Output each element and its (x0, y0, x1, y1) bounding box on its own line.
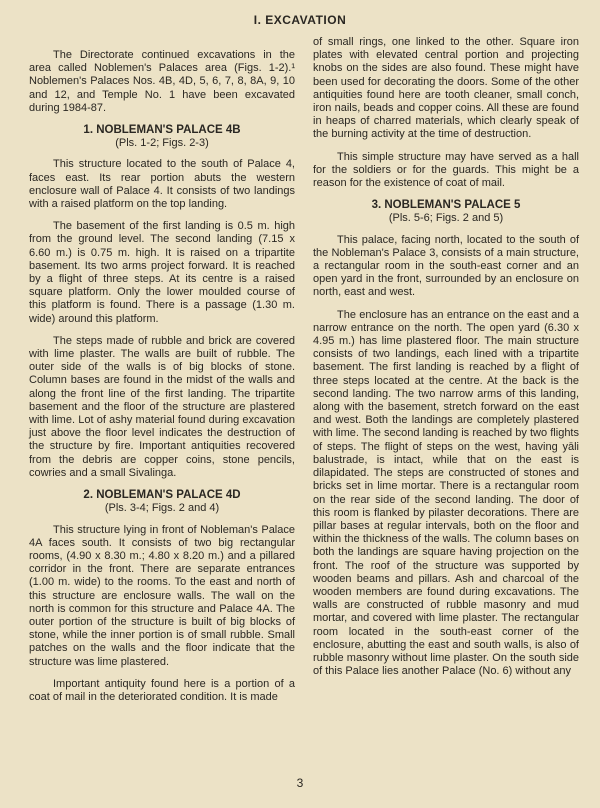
section-title-5: 3. NOBLEMAN'S PALACE 5 (371, 199, 521, 212)
page-number: 3 (296, 776, 304, 790)
section-title-4b: 1. NOBLEMAN'S PALACE 4B (83, 124, 241, 137)
section-subtitle-4b: (Pls. 1-2; Figs. 2-3) (115, 137, 209, 150)
intro-paragraph: The Directorate continued excavations in the area called Noblemen's Palaces area (Figs. 1-2).¹ Noblemen's Palaces Nos. 4B, 4D, 5, 6, 7, 8, 8A, 9, 10 and 12, and Temple No. 1 have been excavated during 1984-87. (29, 49, 295, 114)
left-column (29, 49, 295, 713)
section-subtitle-5: (Pls. 5-6; Figs. 2 and 5) (388, 212, 504, 225)
section-title-4d: 2. NOBLEMAN'S PALACE 4D (83, 489, 241, 502)
paragraph: This palace, facing north, located to the south of the Nobleman's Palace 3, consists of a main structure, a rectangular room in the south-east corner and an open yard in the front, surrounded by an enclosure on north, east and west. (313, 233, 579, 299)
page-heading: I. EXCAVATION (253, 13, 347, 27)
paragraph: This structure lying in front of Nobleman's Palace 4A faces south. It consists of two big rectangular rooms, (4.90 x 8.30 m.; 4.80 x 8.20 m.) and a pillared corridor in the front. There are separate entrances (1.00 m. wide) to the rooms. To the east and north of this structure are enclosure walls. The wall on the north is common for this structure and Palace 4A. The outer portion of the structure is built of big blocks of stone, while the inner portion is of small rubble. Small patches on the walls and the floor indicate that the structure was lime plastered. (29, 523, 295, 668)
section-subtitle-4d: (Pls. 3-4; Figs. 2 and 4) (104, 502, 220, 515)
paragraph: The enclosure has an entrance on the east and a narrow entrance on the north. The open yard (6.30 x 4.95 m.) has lime plastered floor. The main structure consists of two landings, each lined with a tripartite basement. The first landing is reached by a flight of three steps located at the centre. At the back is the second landing. The two narrow arms of this landing, along with the basement, stretch forward on the east and west. Both the landings are completely plastered with lime. The second landing is reached by two flights of steps. The flight of steps on the west, having yāli balustrade, is intact, while that on the east is dilapidated. The steps are constructed of stones and bricks set in lime mortar. There is a rectangular room on the rear side of the second landing. The door of this room is flanked by pilaster decorations. There are pillar bases at regular intervals, both on the floor and within the thickness of the walls. The column bases on both the landings are square having projection on the front. The roof of the structure was supported by wooden beams and pillars. Ash and charcoal of the wooden members are found during excavations. The walls are constructed of rubble masonry and mud mortar, and covered with lime plaster. The rectangular room located in the south-east corner of the enclosure, abutting the east and south walls, is also of rubble masonry without lime plaster. On the south side of this Palace lies another Palace (No. 6) without any (313, 308, 579, 678)
right-column (313, 36, 579, 687)
paragraph: Important antiquity found here is a portion of a coat of mail in the deteriorated condition. It is made (29, 677, 295, 703)
paragraph: The basement of the first landing is 0.5 m. high from the ground level. The second landing (7.15 x 6.60 m.) is 0.75 m. high. It is raised on a tripartite basement. Its two arms project forward. It is reached by a flight of three steps. At its centre is a raised square platform. Only the lower moulded course of this platform is found. There is a passage (1.30 m. wide) around this platform. (29, 220, 295, 325)
continued-paragraph: of small rings, one linked to the other. Square iron plates with elevated central portion and projecting knobs on the sides are also found. These might have been used for decorating the doors. Some of the other antiquities found here are tooth cleaner, small conch, iron nails, beads and copper coins. All these are found in heaps of charred materials, which clearly speak of the burning activity at the time of destruction. (313, 36, 579, 141)
paragraph: The steps made of rubble and brick are covered with lime plaster. The walls are built of rubble. The outer side of the walls is of big blocks of stone. Column bases are found in the midst of the walls and along the front line of the first landing. The tripartite basement and the floor of the structure are plastered with lime. Lot of ashy material found during excavation just above the floor level indicates the destruction of the structure by fire. Important antiquities recovered from the debris are copper coins, stone pencils, cowries and a small Sivalinga. (29, 334, 295, 479)
paragraph: This structure located to the south of Palace 4, faces east. Its rear portion abuts the western enclosure wall of Palace 4. It consists of two landings with a raised platform on the top landing. (29, 158, 295, 211)
paragraph: This simple structure may have served as a hall for the soldiers or for the guards. This might be a reason for the existence of coat of mail. (313, 150, 579, 190)
